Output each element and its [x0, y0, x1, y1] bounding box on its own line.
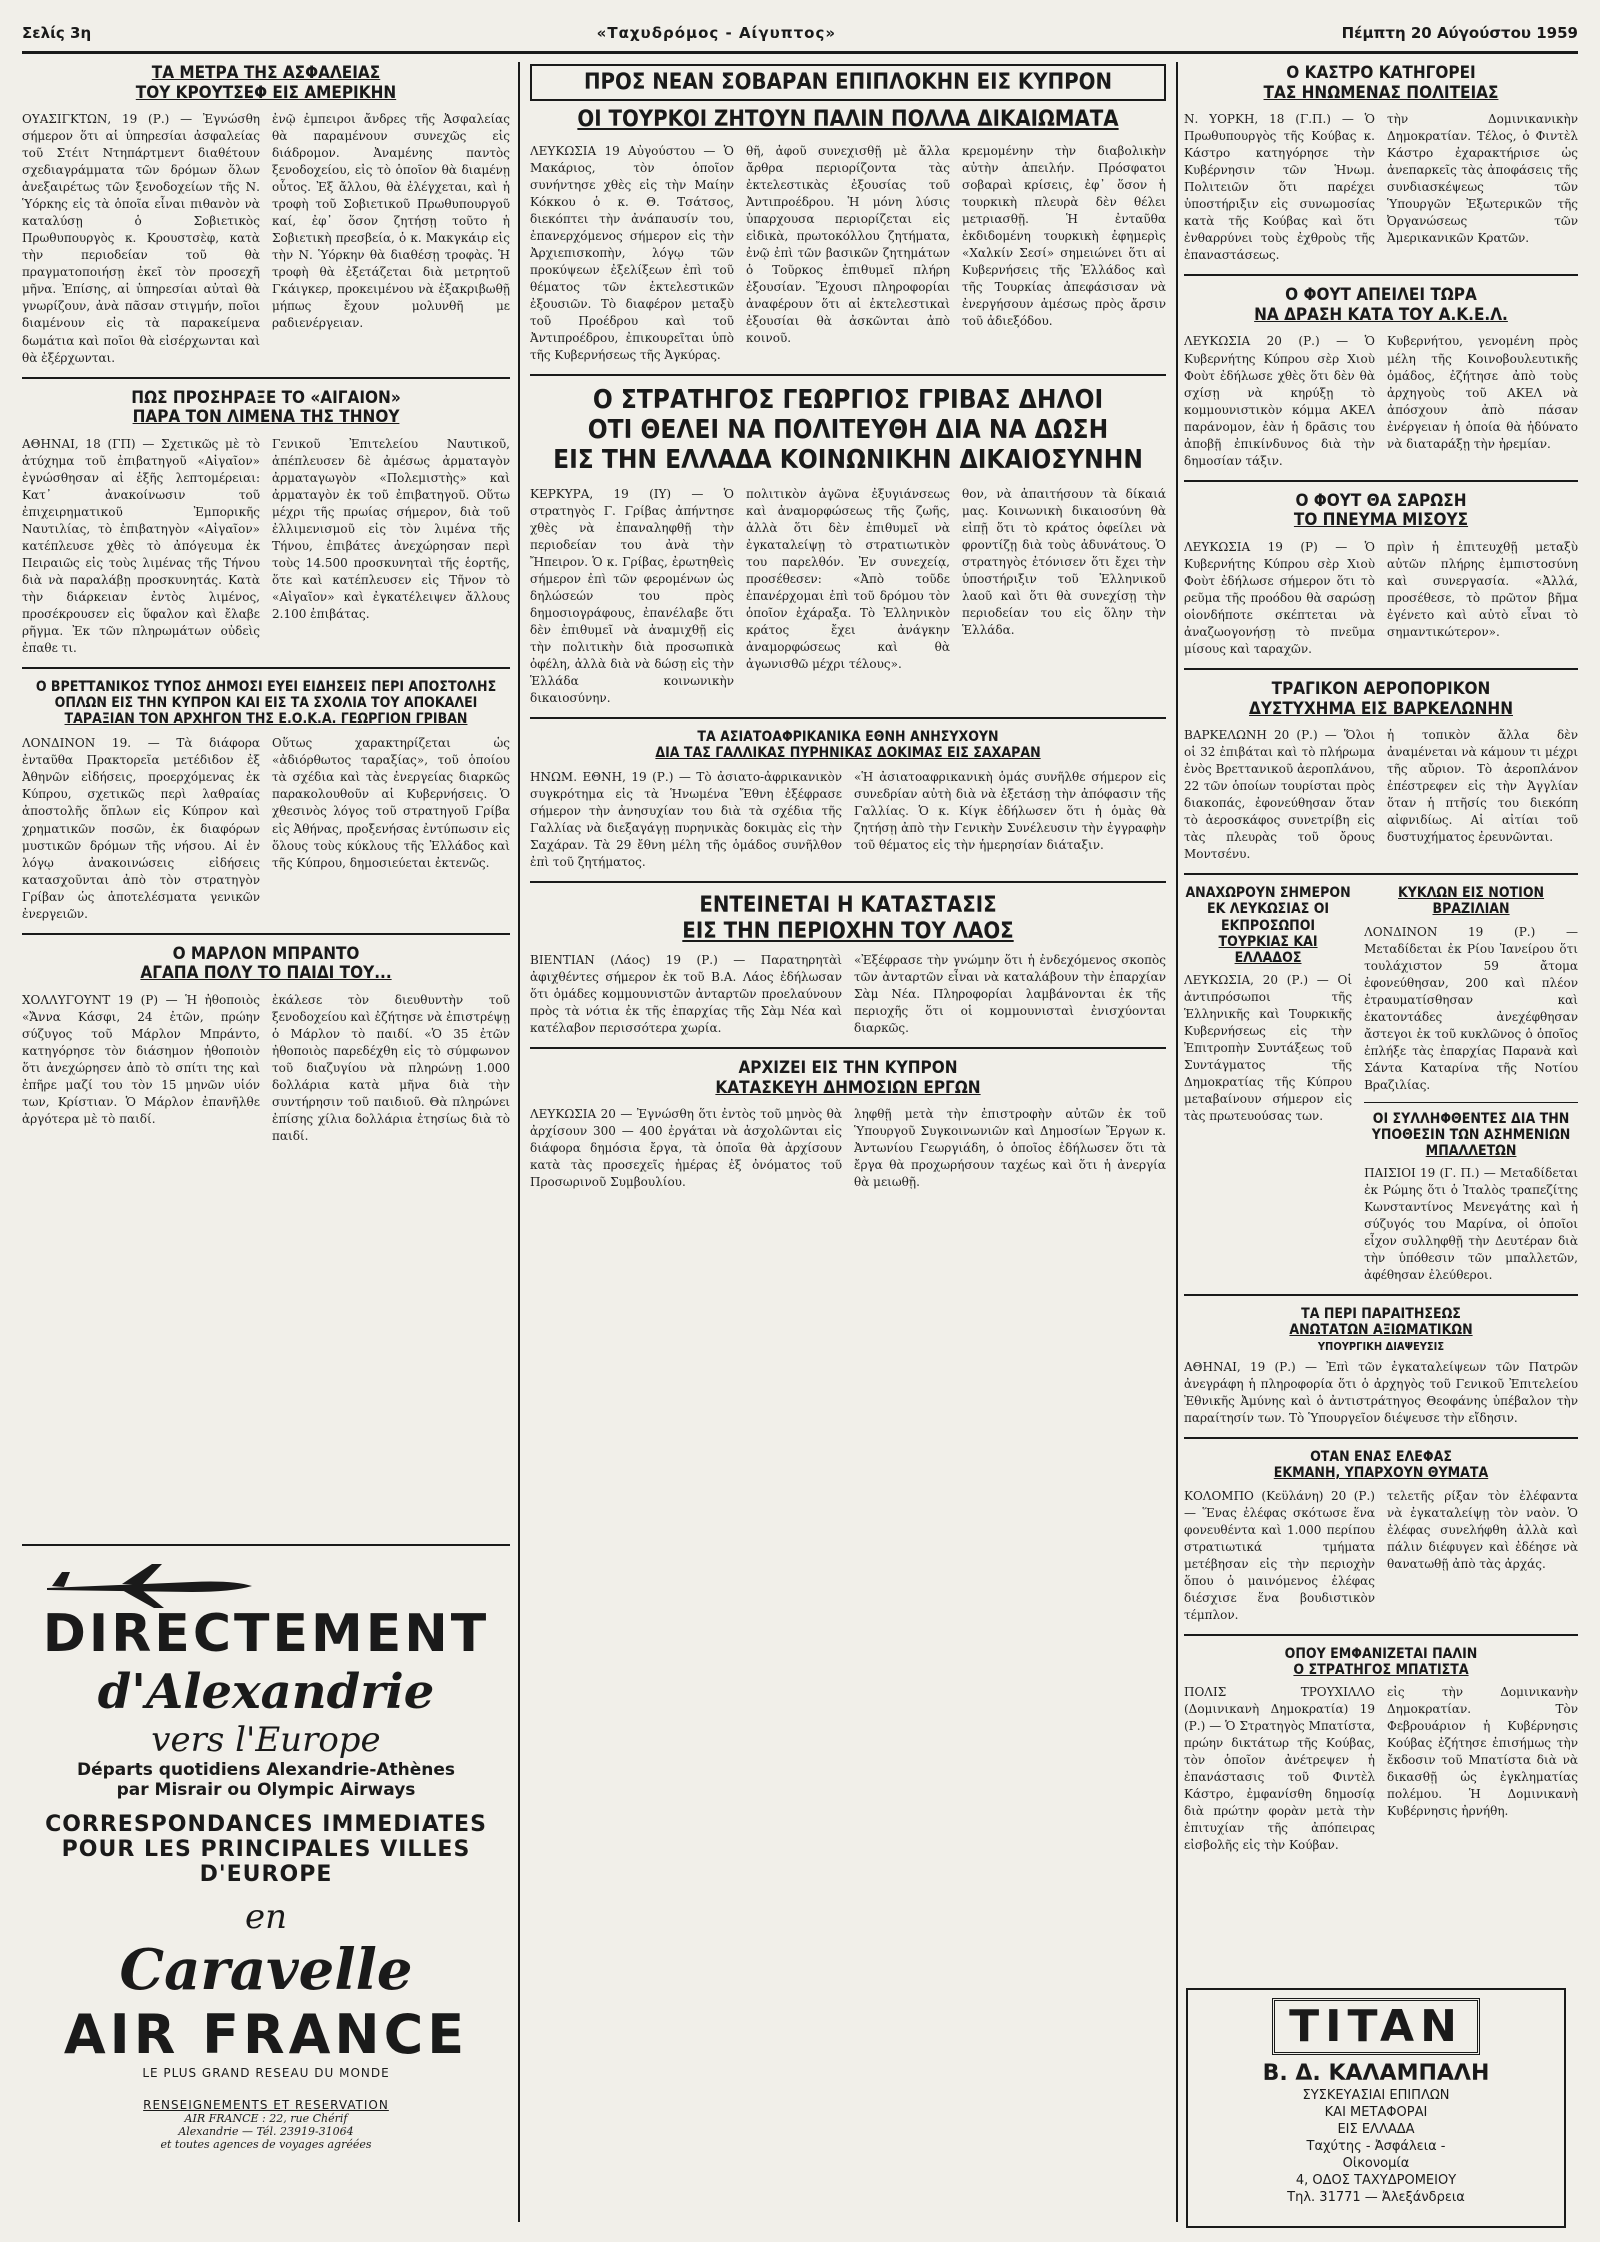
ad-script-text: vers l'Europe — [151, 1720, 381, 1760]
headline: ΕΚ ΛΕΥΚΩΣΙΑΣ ΟΙ ΕΚΠΡΟΣΩΠΟΙ — [1206, 901, 1330, 934]
article-text: ΚΟΛΟΜΠΟ (Κεϋλάνη) 20 (Ρ.) — Ἕνας ἐλέφας σκότωσε ἕνα φονευθέντα καὶ 1.000 περίπου στρατιωτικά τμήματα μετέβησαν εἰς τὴν περιοχὴν ὅπου ὁ μαινόμενος ἐλέφας διέσχισε ἕνα βουδιστικὸν τέμπλον. — [1184, 1488, 1375, 1622]
ad-text: POUR LES PRINCIPALES VILLES — [61, 1837, 471, 1862]
article-text: θον, νὰ ἀπαιτήσουν τὰ δίκαιά μας. Κοινωνικὴ δικαιοσύνη θὰ εἰπῇ ὅτι τὸ κράτος ὀφείλει νὰ φροντίζῃ διὰ τοὺς ἀδυνάτους. Ὁ στρατηγὸς ἐτόνισεν ὅτι ἔχει τὴν ὑποστήριξιν τοῦ Ἑλληνικοῦ λαοῦ καὶ ὅτι θὰ συνεχίσῃ τὴν περιοδείαν του εἰς ὅλην τὴν Ἑλλάδα. — [962, 486, 1166, 637]
ad-text: par Misrair ou Olympic Airways — [116, 1780, 416, 1800]
section-rule — [1184, 1437, 1578, 1439]
article-text: ΛΕΥΚΩΣΙΑ, 20 (Ρ.) — Οἱ ἀντιπρόσωποι τῆς Ἑλληνικῆς καὶ Τουρκικῆς Κυβερνήσεως εἰς τὴν Ἐπιτροπὴν Συντάξεως τοῦ Συντάγματος τῆς Δημοκρατίας τῆς Κύπρου μεταβαίνουν σήμερον εἰς τὰς πρωτευούσας των. — [1184, 972, 1353, 1124]
headline: ΠΑΡΑ ΤΟΝ ΛΙΜΕΝΑ ΤΗΣ ΤΗΝΟΥ — [132, 407, 400, 428]
headline: ΤΑ ΜΕΤΡΑ ΤΗΣ ΑΣΦΑΛΕΙΑΣ — [151, 64, 381, 83]
ad-text: Οἰκονομία — [1342, 2156, 1410, 2171]
section-rule — [1184, 668, 1578, 670]
headline: ΕΝΤΕΙΝΕΤΑΙ Η ΚΑΤΑΣΤΑΣΙΣ — [699, 893, 997, 919]
article-castro — [1184, 64, 1578, 264]
headline: ΤΑ ΑΣΙΑΤΟΑΦΡΙΚΑΝΙΚΑ ΕΘΝΗ ΑΝΗΣΥΧΟΥΝ — [697, 729, 999, 746]
air-france-advertisement — [22, 1544, 510, 2224]
article-elephant — [1184, 1449, 1578, 1623]
headline: ΤΟΥΡΚΙΑΣ ΚΑΙ ΕΛΛΑΔΟΣ — [1218, 933, 1318, 966]
ad-script-text: Caravelle — [119, 1937, 413, 2003]
article-grivas — [530, 386, 1166, 707]
article-akel — [1184, 286, 1578, 469]
headline: ΤΑΡΑΞΙΑΝ ΤΟΝ ΑΡΧΗΓΟΝ ΤΗΣ Ε.Ο.Κ.Α. ΓΕΩΡΓΙΟΝ ΓΡΙΒΑΝ — [64, 711, 468, 728]
left-column — [22, 64, 510, 1145]
ad-text: AIR FRANCE : 22, rue Chérif — [184, 2112, 348, 2125]
headline: ΤΑΣ ΗΝΩΜΕΝΑΣ ΠΟΛΙΤΕΙΑΣ — [1263, 82, 1499, 103]
newspaper-page — [22, 14, 1578, 2228]
headline: ΟΠΛΩΝ ΕΙΣ ΤΗΝ ΚΥΠΡΟΝ ΚΑΙ ΕΙΣ ΤΑ ΣΧΟΛΙΑ ΤΟΥ ΑΠΟΚΑΛΕΙ — [54, 695, 478, 712]
section-rule — [1184, 274, 1578, 276]
article-text: ΑΘΗΝΑΙ, 18 (ΓΠ) — Σχετικῶς μὲ τὸ ἀτύχημα τοῦ ἐπιβατηγοῦ «Αἰγαῖον» ἐγνώσθησαν αἱ ἑξῆς λεπτομέρειαι: Κατ᾽ ἀνακοίνωσιν τοῦ ἐπιχειρηματικοῦ Ἐμπορικῆς Ναυτιλίας, τὸ ἐπιβατηγὸν «Αἰγαῖον» κατέπλευσε χθὲς τὸ ἀπόγευμα ἐκ Πειραιῶς εἰς τοὺς λιμένας τῆς Τήνου διὰ νὰ παραλάβῃ προσκυνητάς. Κατὰ τὴν διάρκειαν ἐντὸς λιμένος, προσέκρουσεν εἰς ὕφαλον καὶ ἔλαβε ρῆγμα. Ἐκ τῶν πληρωμάτων οὐδεὶς ἐπαθε τι. — [22, 436, 260, 656]
article-text: ΠΟΛΙΣ ΤΡΟΥΧΙΛΛΟ (Δομινικανὴ Δημοκρατία) 19 (Ρ.) — Ὁ Στρατηγὸς Μπατίστα, πρώην δικτάτωρ τῆς Κούβας, τὸν ὁποῖον ἀνέτρεψεν ἡ ἐπανάστασις τοῦ Φιντὲλ Κάστρο, ἐμφανίσθη δημοσίᾳ διὰ πρώτην φορὰν μετὰ τὴν ἐπιτυχίαν τῆς ἀπόπειρας εἰσβολῆς εἰς τὴν Κούβαν. — [1184, 1684, 1375, 1853]
section-rule — [1364, 1102, 1578, 1103]
headline: ΔΥΣΤΥΧΗΜΑ ΕΙΣ ΒΑΡΚΕΛΩΝΗΝ — [1249, 698, 1513, 719]
titan-advertisement — [1186, 1988, 1566, 2228]
article-text: πολιτικὸν ἀγῶνα ἐξυγιάνσεως καὶ ἀναμορφώσεως τῆς ζωῆς, ἀλλὰ ὅτι δὲν ἐπιθυμεῖ νὰ ἐγκαταλείψῃ τὸ στρατιωτικὸν του παρελθόν. Ἐν συνεχείᾳ, προσέθεσεν: «Ἀπὸ τοῦδε ἐπανέρχομαι ἐπὶ τοῦ δρόμου τὸν ὁποῖον ἐχάραξα. Τὸ Ἑλληνικὸν κράτος ἔχει ἀνάγκην ἀναμορφώσεως καὶ θὰ ἀγωνισθῶ μέχρι τέλους». — [746, 486, 950, 671]
article-text: θῆ, ἀφοῦ συνεχισθῇ μὲ ἄλλα ἄρθρα περιορίζοντα τὰς ἐκτελεστικὰς ἐξουσίας τοῦ Ἀντιπροέδρου. Ἡ μόνη λύσις ὑπαρχουσα περιορίζεται εἰς εἰδικὰ, πρωτοκόλλου ζητήματα, ἐνῷ ἐπὶ τῶν βασικῶν ζητημάτων ὁ Τοῦρκος ἐπιθυμεῖ πλήρη ἐξουσίαν. Ἔχουσι πληροφορίαι ἀναφέρουν ὅτι αἱ ἐκτελεστικαὶ ἐξουσίαι θὰ ἀσκῶνται ἀπὸ κοινοῦ. — [746, 143, 950, 345]
article-afroasian — [530, 729, 1166, 871]
article-text: ληφθῇ μετὰ τὴν ἐπιστροφὴν αὐτῶν ἐκ τοῦ Ὑπουργοῦ Συγκοινωνιῶν καὶ Δημοσίων Ἔργων κ. Ἀντωνίου Γεωργιάδη, ὁ ὁποῖος ἐδήλωσεν ὅτι τὰ ἔργα θὰ προχωρήσουν ταχέως καὶ ὅτι ἡ ἀνεργία θὰ μειωθῇ. — [854, 1107, 1166, 1190]
ad-text: ΣΥΣΚΕΥΑΣΙΑΙ ΕΠΙΠΛΩΝ — [1302, 2088, 1450, 2103]
column-divider-right — [1176, 62, 1178, 2222]
article-text: ΧΟΛΛΥΓΟΥΝΤ 19 (Ρ) — Ἡ ἠθοποιὸς «Ἄννα Κάσφι, 24 ἐτῶν, πρώην σύζυγος τοῦ Μάρλον Μπράντο, κατηγόρησε τὸν διάσημον ἠθοποιὸν ὅτι ἀνεχώρησεν ἀπὸ τὸ σπίτι της καὶ ἐπῆρε μαζί του τὸν 15 μηνῶν υἱόν των, Κρίστιαν. Ὁ Μάρλον ἐπανῆλθε ἀργότερα μὲ τὸ παιδί. — [22, 992, 260, 1126]
masthead — [22, 14, 1578, 54]
section-rule — [1184, 1634, 1578, 1636]
ad-text: Départs quotidiens Alexandrie-Athènes — [76, 1760, 456, 1780]
section-rule — [22, 667, 510, 669]
article-text: ΑΘΗΝΑΙ, 19 (Ρ.) — Ἐπὶ τῶν ἐγκαταλείψεων τῶν Πατρῶν ἀνεγράφη ἡ πληροφορία ὅτι ὁ ἀρχηγὸς τοῦ Γενικοῦ Ἐπιτελείου Ἐθνικῆς Ἀμύνης καὶ ὁ ἀντιστράτηγος Θεοφάνης ὑπέβαλον τὴν παραίτησίν των. Τὸ Ὑπουργεῖον διέψευσε τὴν εἴδησιν. — [1184, 1360, 1578, 1426]
ad-brand: TITAN — [1272, 1998, 1480, 2055]
article-crash — [1184, 680, 1578, 863]
newspaper-name: «Ταχυδρόμος - Αίγυπτος» — [596, 23, 837, 42]
headline: ΟΙ ΣΥΛΛΗΦΘΕΝΤΕΣ ΔΙΑ ΤΗΝ — [1372, 1110, 1570, 1127]
article-text: κρεμομένην τὴν διαβολικὴν αὐτὴν ἀπειλήν. Πρόσφατοι σοβαραὶ κρίσεις, ἐφ᾽ ὅσον ἡ τουρκικὴ πλευρὰ δὲν θέλει μετριασθῇ. Ἡ ἐνταῦθα ἐκδιδομένη τουρκικὴ ἐφημερὶς «Χαλκίν Σεσί» σημειώνει ὅτι αἱ Κυβερνήσεις τῆς Ἑλλάδος καὶ τῆς Τουρκίας ἀπεφάσισαν νὰ ἐνεργήσουν ἀμέσως πρὸς ἄρσιν τοῦ ἀδιεξόδου. — [962, 143, 1166, 328]
headline: ΑΡΧΙΖΕΙ ΕΙΣ ΤΗΝ ΚΥΠΡΟΝ — [738, 1058, 958, 1079]
headline: ΟΤΙ ΘΕΛΕΙ ΝΑ ΠΟΛΙΤΕΥΘΗ ΔΙΑ ΝΑ ΔΩΣΗ — [587, 414, 1109, 445]
headline: ΑΓΑΠΑ ΠΟΛΥ ΤΟ ΠΑΙΔΙ ΤΟΥ... — [140, 963, 392, 984]
headline: Ο ΣΤΡΑΤΗΓΟΣ ΜΠΑΤΙΣΤΑ — [1293, 1661, 1469, 1678]
article-text: ΒΑΡΚΕΛΩΝΗ 20 (Ρ.) — Ὅλοι οἱ 32 ἐπιβάται καὶ τὸ πλήρωμα ἐνὸς Βρεττανικοῦ ἀεροπλάνου, 22 τῶν ὁποίων τουρίσται πρὸς διακοπάς, ἐφονεύθησαν ὅταν τὸ ἀεροσκάφος συνετρίβη εἰς τὰς πλευρὰς τοῦ ὄρους Μοντσένυ. — [1184, 728, 1375, 862]
section-rule — [530, 717, 1166, 719]
section-rule — [22, 933, 510, 935]
ad-text: LE PLUS GRAND RESEAU DU MONDE — [142, 2066, 390, 2080]
headline: ΟΙ ΤΟΥΡΚΟΙ ΖΗΤΟΥΝ ΠΑΛΙΝ ΠΟΛΛΑ ΔΙΚΑΙΩΜΑΤΑ — [577, 107, 1119, 133]
headline: ΝΑ ΔΡΑΣΗ ΚΑΤΑ ΤΟΥ Α.Κ.Ε.Λ. — [1254, 304, 1508, 325]
ad-text: 4, ΟΔΟΣ ΤΑΧΥΔΡΟΜΕΙΟΥ — [1295, 2173, 1457, 2188]
article-text: ΠΑΙΣΙΟΙ 19 (Γ. Π.) — Μεταδίδεται ἐκ Ρώμης ὅτι ὁ Ἰταλὸς τραπεζίτης Κωνσταντίνος Μενεγάτης καὶ ἡ σύζυγός του Μαρίνα, οἱ ὁποῖοι εἶχον συλληφθῇ τὴν Δευτέραν διὰ τὴν ὑπόθεσιν τῶν μπαλλετῶν, ἀφέθησαν ἐλεύθεροι. — [1364, 1166, 1578, 1283]
issue-date: Πέμπτη 20 Αύγούστου 1959 — [1341, 23, 1578, 42]
article-brazil — [1364, 885, 1578, 1284]
article-text: ΛΕΥΚΩΣΙΑ 19 Αὐγούστου — Ὁ Μακάριος, τὸν ὁποῖον συνήντησε χθὲς εἰς τὴν Μαίην Κόκκου ὁ κ. Θ. Τσάτσος, διεκόπτει τὴν ἀνάπαυσίν του, ἐπανερχόμενος σήμερον εἰς τὴν Ἀρχιεπισκοπὴν, λόγῳ τῶν προκύψεων ἐξελίξεων ἐπὶ τοῦ θέματος τῶν ἐκτελεστικῶν ἐξουσιῶν. Τὸ διαφέρον μεταξὺ τοῦ Προέδρου καὶ τοῦ Ἀντιπροέδρου, ἐπικουρεῖται ὑπὸ τῆς Κυβερνήσεως τῆς Ἀγκύρας. — [530, 143, 734, 362]
ad-text: Τηλ. 31771 — Ἀλεξάνδρεια — [1287, 2190, 1465, 2205]
headline: ΤΟ ΠΝΕΥΜΑ ΜΙΣΟΥΣ — [1293, 510, 1469, 531]
article-text: ΟΥΑΣΙΓΚΤΩΝ, 19 (Ρ.) — Ἐγνώσθη σήμερον ὅτι αἱ ὑπηρεσίαι ἀσφαλείας τοῦ Στέιτ Ντηπάρτμεντ διαθέτουν σχεδιαγράμματα τῶν δρόμων ὅλων ἀνεξαιρέτως τῶν ξενοδοχείων τῆς Ν. Ὑόρκης εἰς τὰ ὁποῖα εἶναι πιθανὸν νὰ καταλύσῃ ὁ Σοβιετικὸς Πρωθυπουργὸς κ. Κρουστσὲφ, κατὰ τὴν περιοδείαν τοῦ θὰ πραγματοποιήσῃ ἐκεῖ τὸν προσεχῆ μῆνα. Ἐπίσης, αἱ ὑπηρεσίαι αὐταὶ θὰ γνωρίζουν, ἀνὰ πᾶσαν στιγμήν, ποῖοι διαμένουν εἰς τὰ παρακείμενα δωμάτια καὶ ποῖοι θὰ εἰσέρχωνται καὶ θὰ ἐξέρχωνται. — [22, 112, 260, 365]
headline: ΟΠΟΥ ΕΜΦΑΝΙΖΕΤΑΙ ΠΑΛΙΝ — [1284, 1645, 1478, 1662]
headline: ΕΙΣ ΤΗΝ ΕΛΛΑΔΑ ΚΟΙΝΩΝΙΚΗΝ ΔΙΚΑΙΟΣΥΝΗΝ — [553, 444, 1143, 475]
section-rule — [530, 1047, 1166, 1049]
article-text: ἡ τοπικὸν ἄλλα δὲν ἀναμένεται νὰ κάμουν τι μέχρι τῆς αὔριον. Τὸ ἀεροπλάνον ἐπέστρεφεν εἰς τὴν Ἀγγλίαν ὅταν ἡ πτῆσίς του διεκόπη αἰφνιδίως. Αἱ αἰτίαι τοῦ δυστυχήματος ἐρευνῶνται. — [1387, 728, 1578, 845]
subheadline: ΥΠΟΥΡΓΙΚΗ ΔΙΑΨΕΥΣΙΣ — [1317, 1339, 1445, 1353]
article-text: ΛΟΝΔΙΝΟΝ 19 (Ρ.) — Μεταδίδεται ἐκ Ρίου Ἰανείρου ὅτι τουλάχιστον 59 ἄτομα ἐφονεύθησαν, 200 καὶ πλέον ἐτραυματίσθησαν καὶ ἑκατοντάδες ἀνεχέφθησαν ἄστεγοι ἐκ τοῦ κυκλῶνος ὁ ὁποῖος ἐπλήξε τὰς ἐπαρχίας Παρανὰ καὶ Σάντα Καταρίνα τῆς Νοτίου Βραζιλίας. — [1364, 924, 1578, 1092]
ad-text: RENSEIGNEMENTS ET RESERVATION — [143, 2098, 389, 2112]
article-resignations — [1184, 1306, 1578, 1427]
article-text: ΗΝΩΜ. ΕΘΝΗ, 19 (Ρ.) — Τὸ ἀσιατο-ἀφρικανικὸν συγκρότημα εἰς τὰ Ἡνωμένα Ἔθνη ἐξέφρασε σήμερον τὴν ἀνησυχίαν του διὰ τὰ σχέδια τῆς Γαλλίας νὰ διεξαγάγῃ πυρηνικὰς δοκιμὰς εἰς τὴν Σαχάραν. Τὰ 29 ἔθνη μέλη τῆς ὁμάδος συνῆλθον ἐπὶ τοῦ ζητήματος. — [530, 770, 842, 870]
article-text: «Ἐξέφρασε τὴν γνώμην ὅτι ἡ ἐνδεχόμενος σκοπὸς τῶν ἀνταρτῶν εἶναι νὰ καταλάβουν τὴν ἐπαρχίαν Σὰμ Νέα. Πληροφορίαι λαμβάνονται ἐκ τῆς περιοχῆς ὅτι οἱ κομμουνισταὶ ἐνισχύονται διαρκῶς. — [854, 953, 1166, 1036]
page-number: Σελίς 3η — [22, 23, 92, 42]
headline: ΠΡΟΣ ΝΕΑΝ ΣΟΒΑΡΑΝ ΕΠΙΠΛΟΚΗΝ ΕΙΣ ΚΥΠΡΟΝ — [530, 64, 1166, 101]
headline: Ο ΣΤΡΑΤΗΓΟΣ ΓΕΩΡΓΙΟΣ ΓΡΙΒΑΣ ΔΗΛΟΙ — [592, 385, 1104, 415]
ad-script-text: d'Alexandrie — [97, 1664, 435, 1720]
section-rule — [1184, 480, 1578, 482]
article-aegean — [22, 389, 510, 658]
ad-text: ΕΙΣ ΕΛΛΑΔΑ — [1337, 2122, 1415, 2137]
ad-text: Β. Δ. ΚΑΛΑΜΠΑΛΗ — [1262, 2061, 1490, 2086]
headline: ΕΙΣ ΤΗΝ ΠΕΡΙΟΧΗΝ ΤΟΥ ΛΑΟΣ — [682, 918, 1014, 944]
ad-text: D'EUROPE — [199, 1862, 333, 1887]
article-cyprus-main — [530, 64, 1166, 364]
article-british-press — [22, 679, 510, 923]
article-text: τὴν Δομινικανικὴν Δημοκρατίαν. Τέλος, ὁ Φιντὲλ Κάστρο ἐχαρακτήρισε ὡς ἀνεπαρκεῖς τὰς ἀποφάσεις τῆς συνδιασκέψεως τῶν Ὑπουργῶν Ἐξωτερικῶν τῆς Ὀργανώσεως τῶν Ἀμερικανικῶν Κρατῶν. — [1387, 112, 1578, 246]
article-text: Κυβερνήτου, γενομένη πρὸς μέλη τῆς Κοινοβουλευτικῆς ὁμάδος, ἐζήτησε ἀπὸ τοὺς ἀρχηγοὺς τοῦ ΑΚΕΛ νὰ ἀπόσχουν ἀπὸ πάσαν ἐνέργειαν ἡ ὁποία θὰ ἠδύνατο νὰ διαταράξῃ τὴν ἠρεμίαν. — [1387, 334, 1578, 451]
article-text: Γενικοῦ Ἐπιτελείου Ναυτικοῦ, ἀπέπλευσεν δὲ ἀμέσως ἀρματαγὸν ἀρματαγωγὸν «Πολεμιστὴς» καὶ ἀρματαγὸν ἐκ τοῦ ἐπιβατηγοῦ. Οὕτω μέχρι τῆς πρωίας σήμερον, διὰ τοῦ ἐλλιμενισμοῦ εἰς τὸν λιμένα τῆς Τήνου, ἐπιβάτες ἀνεχώρησαν περὶ τοὺς 14.500 προσκυνηταὶ τῆς ἑορτῆς, ὅτε καὶ κατέπλευσεν εἰς Τῆνον τὸ «Αἰγαῖον» καὶ ἐγκατέλειψεν ἄλλους 2.100 ἐπιβάτας. — [272, 436, 510, 621]
article-text: πρὶν ἡ ἐπιτευχθῇ μεταξὺ αὐτῶν πλήρης ἐμπιστοσύνη καὶ συνεργασία. «Ἀλλά, προσέθεσε, τὸ πρῶτον βῆμα ἐγένετο καὶ αὐτὸ εἶναι τὸ σημαντικώτερον». — [1387, 539, 1578, 639]
article-text: «Ἡ ἀσιατοαφρικανικὴ ὁμάς συνῆλθε σήμερον εἰς συνεδρίαν αὐτὴ διὰ νὰ ἐξετάσῃ τὴν ἀπόφασιν τῆς Γαλλίας. Ὁ κ. Κίγκ ἐδήλωσεν ὅτι ἡ ὁμὰς θὰ ζητήσῃ ἀπὸ τὴν Γενικὴν Συνέλευσιν τὴν ἐγγραφὴν τοῦ θέματος εἰς τὴν ἡμερησίαν διάταξιν. — [854, 770, 1166, 853]
article-security — [22, 64, 510, 367]
article-public-works — [530, 1059, 1166, 1191]
headline: Ο ΒΡΕΤΤΑΝΙΚΟΣ ΤΥΠΟΣ ΔΗΜΟΣΙ ΕΥΕΙ ΕΙΔΗΣΕΙΣ ΠΕΡΙ ΑΠΟΣΤΟΛΗΣ — [35, 679, 497, 696]
ad-text: Ταχύτης - Ἀσφάλεια - — [1306, 2139, 1446, 2154]
headline: ΥΠΟΘΕΣΙΝ ΤΩΝ ΑΣΗΜΕΝΙΩΝ — [1371, 1126, 1571, 1143]
section-rule — [22, 377, 510, 379]
headline: ΚΥΚΛΩΝ ΕΙΣ ΝΟΤΙΟΝ ΒΡΑΖΙΛΙΑΝ — [1398, 885, 1545, 918]
article-text: ΒΙΕΝΤΙΑΝ (Λάος) 19 (Ρ.) — Παρατηρητὰὶ ἀφιχθέντες σήμερον ἐκ τοῦ Β.Α. Λάος ἐδήλωσαν ὅτι ὁμάδες κομμουνιστῶν ἀνταρτῶν προελαύνουν πρὸς τὰ νότια ἐκ τῆς ἐπαρχίας τῆς Σὰμ Νέα καὶ κατέλαβον περισσότερα χωρία. — [530, 953, 842, 1036]
airplane-icon — [42, 1560, 262, 1610]
article-text: εἰς τὴν Δομινικανὴν Δημοκρατίαν. Τὸν Φεβρουάριον ἡ Κυβέρνησις Κούβας ἐζήτησε ἐπισήμως τὴν ἔκδοσιν τοῦ Μπατίστα διὰ νὰ δικασθῇ ὡς ἐγκληματίας πολέμου. Ἡ Δομινικανὴ Κυβέρνησις ἠρνήθη. — [1387, 1684, 1578, 1819]
headline: ΤΟΥ ΚΡΟΥΤΣΕΦ ΕΙΣ ΑΜΕΡΙΚΗΝ — [135, 82, 397, 103]
article-laos — [530, 893, 1166, 1037]
headline: ΕΚΜΑΝΗ, ΥΠΑΡΧΟΥΝ ΘΥΜΑΤΑ — [1273, 1465, 1489, 1482]
headline: ΟΤΑΝ ΕΝΑΣ ΕΛΕΦΑΣ — [1310, 1449, 1452, 1466]
article-text: Οὕτως χαρακτηρίζεται ὡς «ἀδιόρθωτος ταραξίας», τοῦ ὁποίου τὰ σχέδια καὶ τὰς ἐνεργείας διαρκῶς παρακολουθοῦν αἱ Κυβερνήσεις. Ὁ χθεσινὸς λόγος τοῦ στρατηγοῦ Γρίβα εἰς Ἀθήνας, προξενήσας ἐντύπωσιν εἰς ὅλους τοὺς κύκλους τῆς Ἑλλάδος καὶ τῆς Κύπρου, δημοσιεύεται ἐκτενῶς. — [272, 736, 510, 870]
headline: Ο ΦΟΥΤ ΘΑ ΣΑΡΩΣΗ — [1295, 490, 1467, 511]
article-text: ΚΕΡΚΥΡΑ, 19 (ΙΥ) — Ὁ στρατηγὸς Γ. Γρίβας ἀπήντησε χθὲς νὰ ἐπαναληφθῇ τὴν περιοδείαν του ἀνὰ τὴν Ἤπειρον. Ὁ κ. Γρίβας, ἐρωτηθεὶς σήμερον ἐπὶ τῶν φερομένων ὡς δηλώσεών του πρὸς δημοσιογράφους, ἐπανέλαβε ὅτι δὲν ἐπιθυμεῖ νὰ ἀναμιχθῇ εἰς τὴν πολιτικὴν διὰ προσωπικὰ ὀφέλη, ἀλλὰ διὰ νὰ δώσῃ εἰς τὴν Ἑλλάδα κοινωνικὴν δικαιοσύνην. — [530, 486, 734, 706]
article-batista — [1184, 1646, 1578, 1855]
article-brando — [22, 945, 510, 1145]
section-rule — [530, 881, 1166, 883]
headline: ΔΙΑ ΤΑΣ ΓΑΛΛΙΚΑΣ ΠΥΡΗΝΙΚΑΣ ΔΟΚΙΜΑΣ ΕΙΣ ΣΑΧΑΡΑΝ — [655, 745, 1041, 762]
headline: ΑΝΑΧΩΡΟΥΝ ΣΗΜΕΡΟΝ — [1185, 885, 1351, 902]
middle-column — [530, 64, 1166, 1191]
headline: ΠΩΣ ΠΡΟΣΗΡΑΞΕ ΤΟ «ΑΙΓΑΙΟΝ» — [131, 387, 401, 408]
article-representatives — [1184, 885, 1352, 1284]
article-text: τελετῆς ρίξαν τὸν ἐλέφαντα νὰ ἐγκαταλείψῃ τὸν ναὸν. Ὁ ἐλέφας συνελήφθη ἀλλὰ καὶ πάλιν διέφυγεν καὶ ἐδέησε νὰ θανατωθῇ ἀπὸ τὰς ἀρχάς. — [1387, 1488, 1578, 1571]
article-text: ΛΟΝΔΙΝΟΝ 19. — Τὰ διάφορα ἐνταῦθα Πρακτορεῖα μετέδιδον ἐξ Ἀθηνῶν εἰδήσεις, προερχόμενας ἐκ Κύπρου, σχετικῶς περὶ λαθραίας ἀποστολῆς ὅπλων εἰς Κύπρον καὶ χρηματικῶν ποσῶν, ἐκ διαφόρων μυστικῶν δρόμων τῆς νήσου. Αἱ ἐν λόγῳ ἀνακοινώσεις εἰδήσεις κατασχοῦνται ἀπὸ τὸν στρατηγὸν Γρίβαν ὡς ἀποτελέσματα γενικῶν ἐνεργειῶν. — [22, 736, 260, 921]
article-text: Ν. ΥΟΡΚΗ, 18 (Γ.Π.) — Ὁ Πρωθυπουργὸς τῆς Κούβας κ. Κάστρο κατηγόρησε τὴν Κυβέρνησιν τῶν Ἡνωμ. Πολιτειῶν ὅτι παρέχει ὑποστήριξιν εἰς συνωμοσίας κατὰ τῆς Κούβας καὶ ὅτι ἐνθαρρύνει τοὺς ἐχθροὺς τῆς ἐπαναστάσεως. — [1184, 112, 1375, 263]
ad-text: CORRESPONDANCES IMMEDIATES — [45, 1812, 487, 1837]
headline: ΤΡΑΓΙΚΟΝ ΑΕΡΟΠΟΡΙΚΟΝ — [1271, 679, 1491, 700]
ad-script-text: en — [244, 1897, 288, 1937]
ad-text: ΚΑΙ ΜΕΤΑΦΟΡΑΙ — [1324, 2105, 1428, 2120]
article-text: ἐκάλεσε τὸν διευθυντὴν τοῦ ξενοδοχείου καὶ ἐζήτησε νὰ ἐπιστρέψῃ ὁ Μάρλον τὸ παιδί. «Ὁ 35 ἐτῶν ἠθοποιὸς παρεδέχθη εἰς τὸ σύμφωνον τοῦ διαζυγίου νὰ πληρώνῃ 1.000 δολλάρια κατὰ μῆνα διὰ τὴν συντήρησιν τοῦ παιδιοῦ. Θὰ πληρώνει ἐπίσης χίλια δολλάρια ἐτησίως διὰ τὸ παιδί. — [272, 992, 510, 1144]
section-rule — [530, 374, 1166, 376]
section-rule — [1184, 873, 1578, 875]
article-text: ἐνῷ ἐμπειροι ἄνδρες τῆς Ἀσφαλείας θὰ παραμένουν συνεχῶς εἰς διάδρομον. Ἀναμένης παντὸς ξενοδοχείου, εἰς τὸ ὁποῖον θὰ διαμένῃ οὗτος. Ἐξ ἄλλου, θὰ ἐλέγχεται, καὶ ἡ τροφὴ τοῦ Σοβιετικοῦ Πρωθυπουργοῦ καί, ἐφ᾽ ὅσον ζητήσῃ τοῦτο ἡ Σοβιετικὴ πρεσβεία, ὁ κ. Μακγκάιρ εἰς τὴν Ν. Ὑόρκην θὰ διαθέσῃ τροφὰς. Ἡ τροφὴ θὰ ἐξετάζεται διὰ μετρητοῦ Γκάιγκερ, προκειμένου νὰ ἐξακριβωθῇ μήπως ἔχουν μολυνθῆ με ραδιενέργειαν. — [272, 112, 510, 331]
ad-headline: DIRECTEMENT — [42, 1604, 490, 1664]
article-text: ΛΕΥΚΩΣΙΑ 20 — Ἐγνώσθη ὅτι ἐντὸς τοῦ μηνὸς θὰ ἀρχίσουν 300 — 400 ἐργάται νὰ ἀσχολῶνται εἰς διάφορα δημόσια ἔργα, τὰ ὁποῖα θὰ ἀρχίσουν κατὰ τὰς προσεχεῖς ἡμέρας ἐξ ὀνόματος τοῦ Προσωρινοῦ Συμβουλίου. — [530, 1107, 842, 1190]
ad-brand: AIR FRANCE — [63, 2003, 469, 2066]
headline: ΑΝΩΤΑΤΩΝ ΑΞΙΩΜΑΤΙΚΩΝ — [1289, 1322, 1473, 1339]
headline: ΚΑΤΑΣΚΕΥΗ ΔΗΜΟΣΙΩΝ ΕΡΓΩΝ — [715, 1077, 981, 1098]
article-text: ΛΕΥΚΩΣΙΑ 20 (Ρ.) — Ὁ Κυβερνήτης Κύπρου σὲρ Χιοὺ Φοὺτ ἐδήλωσε χθὲς ὅτι δὲν θὰ σχίσῃ νὰ κηρύξῃ τὸ κομμουνιστικὸν κόμμα ΑΚΕΛ παράνομον, ἐὰν ἡ δρᾶσις του ἀποβῇ ἐπικίνδυνος διὰ τὴν δημοσίαν τάξιν. — [1184, 334, 1375, 468]
right-column — [1184, 64, 1578, 1854]
ad-text: Alexandrie — Tél. 23919-31064 — [178, 2125, 354, 2138]
headline: Ο ΦΟΥΤ ΑΠΕΙΛΕΙ ΤΩΡΑ — [1285, 285, 1477, 306]
article-text: ΛΕΥΚΩΣΙΑ 19 (Ρ) — Ὁ Κυβερνήτης Κύπρου σὲρ Χιοὺ Φοὺτ ἐδήλωσε σήμερον ὅτι τὸ ρεῦμα τῆς προόδου θὰ σαρώσῃ οἱονδήποτε σκέπτεται νὰ ἀναζωογονήσῃ τὸ πνεῦμα μίσους καὶ ταραχῶν. — [1184, 539, 1375, 656]
column-divider-left — [518, 62, 520, 2222]
article-hate — [1184, 492, 1578, 658]
headline: Ο ΜΑΡΛΟΝ ΜΠΡΑΝΤΟ — [172, 943, 360, 964]
ad-text: et toutes agences de voyages agréées — [160, 2138, 372, 2151]
section-rule — [1184, 1294, 1578, 1296]
headline: ΜΠΑΛΛΕΤΩΝ — [1425, 1143, 1517, 1160]
headline: Ο ΚΑΣΤΡΟ ΚΑΤΗΓΟΡΕΙ — [1286, 64, 1476, 83]
headline: ΤΑ ΠΕΡΙ ΠΑΡΑΙΤΗΣΕΩΣ — [1301, 1306, 1461, 1323]
